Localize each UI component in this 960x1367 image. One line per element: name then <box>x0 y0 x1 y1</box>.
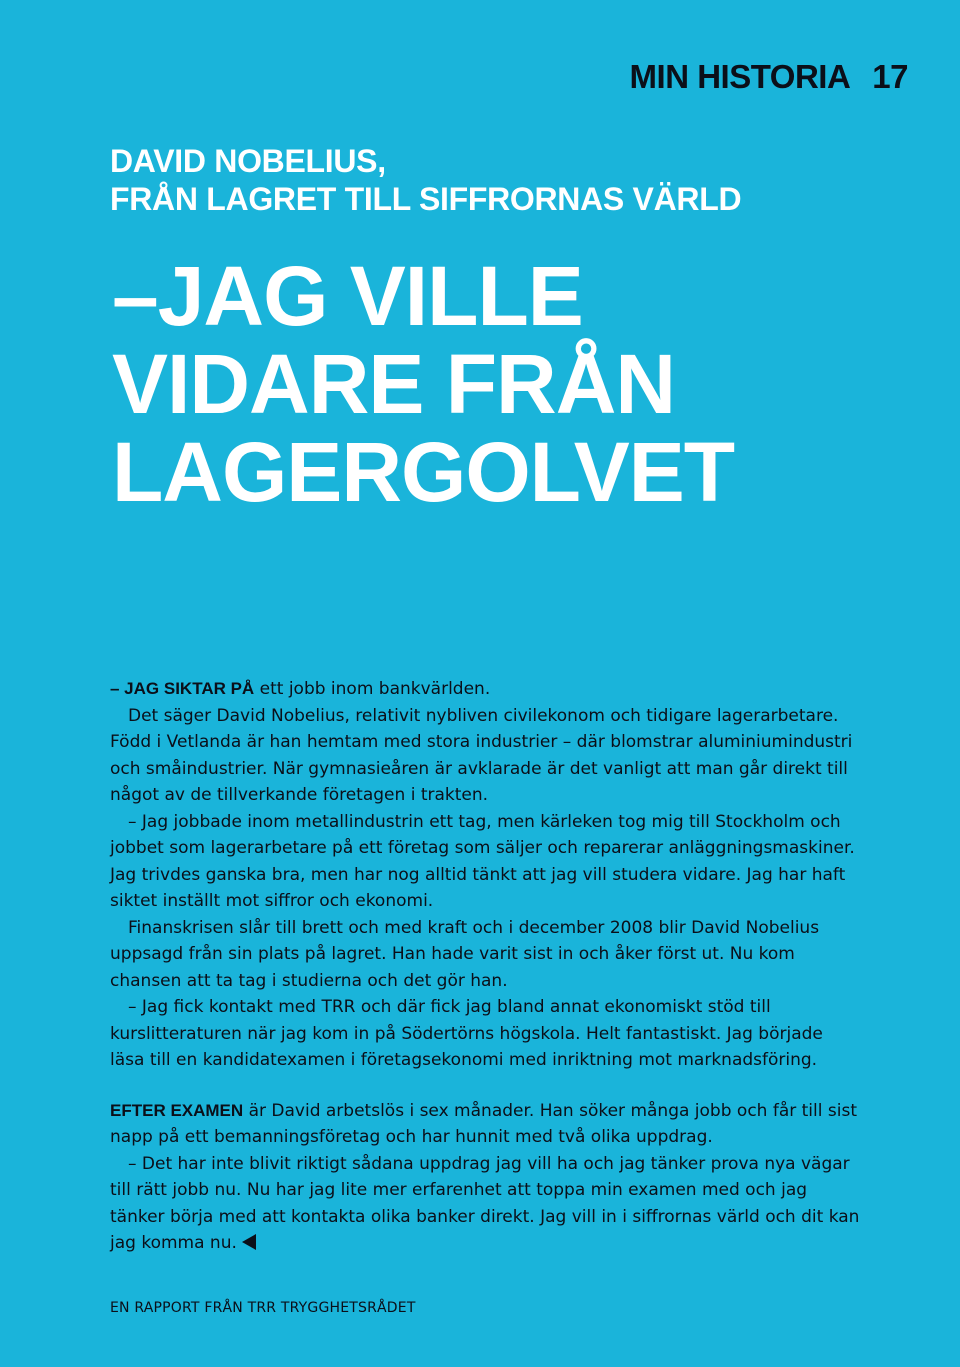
page-header <box>630 58 908 96</box>
page-number: 17 <box>872 58 908 95</box>
paragraph-3: – Jag jobbade inom metallindustrin ett tag, men kärleken tog mig till Stockholm och jobbet som lagerarbetare på ett företag som säljer och reparerar anläggningsmaskiner. Jag trivdes ganska bra, men har nog alltid tänkt att jag vill studera vidare. Jag har haft siktet inställt mot siffror och ekonomi. <box>110 811 855 911</box>
triangle-left-icon <box>242 1234 256 1250</box>
kicker-line-1: DAVID NOBELIUS, <box>110 143 386 179</box>
page-footer: EN RAPPORT FRÅN TRR TRYGGHETSRÅDET <box>110 1300 416 1316</box>
article-body <box>110 676 860 1257</box>
paragraph-7-text: – Det har inte blivit riktigt sådana uppdrag jag vill ha och jag tänker prova nya vägar till rätt jobb nu. Nu har jag lite mer erfarenhet att toppa min examen med och jag tänker börja med att kontakta olika banker direkt. Jag vill in i siffrornas värld och dit kan jag komma nu. <box>110 1153 860 1253</box>
article-kicker <box>110 142 741 218</box>
paragraph-6 <box>110 1098 860 1151</box>
article-headline <box>112 249 735 519</box>
paragraph-1 <box>110 676 860 703</box>
headline-line-3: LAGERGOLVET <box>112 425 735 519</box>
paragraph-1-text: ett jobb inom bankvärlden. <box>254 679 491 699</box>
section-title: MIN HISTORIA <box>629 58 851 95</box>
lead-in-caps: – JAG SIKTAR PÅ <box>110 679 255 698</box>
kicker-line-2: FRÅN LAGRET TILL SIFFRORNAS VÄRLD <box>110 181 742 217</box>
paragraph-5: – Jag fick kontakt med TRR och där fick jag bland annat ekonomiskt stöd till kurslitteraturen när jag kom in på Södertörns högskola. Helt fantastiskt. Jag började läsa till en kandidatexamen i företagsekonomi med inriktning mot marknadsföring. <box>110 997 823 1070</box>
paragraph-6-text: är David arbetslös i sex månader. Han söker många jobb och får till sist napp på ett bemanningsföretag och har hunnit med två olika uppdrag. <box>110 1100 857 1147</box>
paragraph-2: Det säger David Nobelius, relativit nybliven civilekonom och tidigare lagerarbetare. Född i Vetlanda är han hemtam med stora industrier – där blomstrar aluminiumindustri och småindustrier. När gymnasieåren är avklarade är det vanligt att man går direkt till något av de tillverkande företagen i trakten. <box>110 705 853 805</box>
headline-line-1: –JAG VILLE <box>112 249 583 343</box>
paragraph-7 <box>110 1151 860 1257</box>
paragraph-4: Finanskrisen slår till brett och med kraft och i december 2008 blir David Nobelius uppsagd från sin plats på lagret. Han hade varit sist in och åker först ut. Nu kom chansen att ta tag i studierna och det gör han. <box>110 917 820 991</box>
headline-line-2: VIDARE FRÅN <box>112 337 676 431</box>
section-lead-in-caps: EFTER EXAMEN <box>110 1100 244 1120</box>
